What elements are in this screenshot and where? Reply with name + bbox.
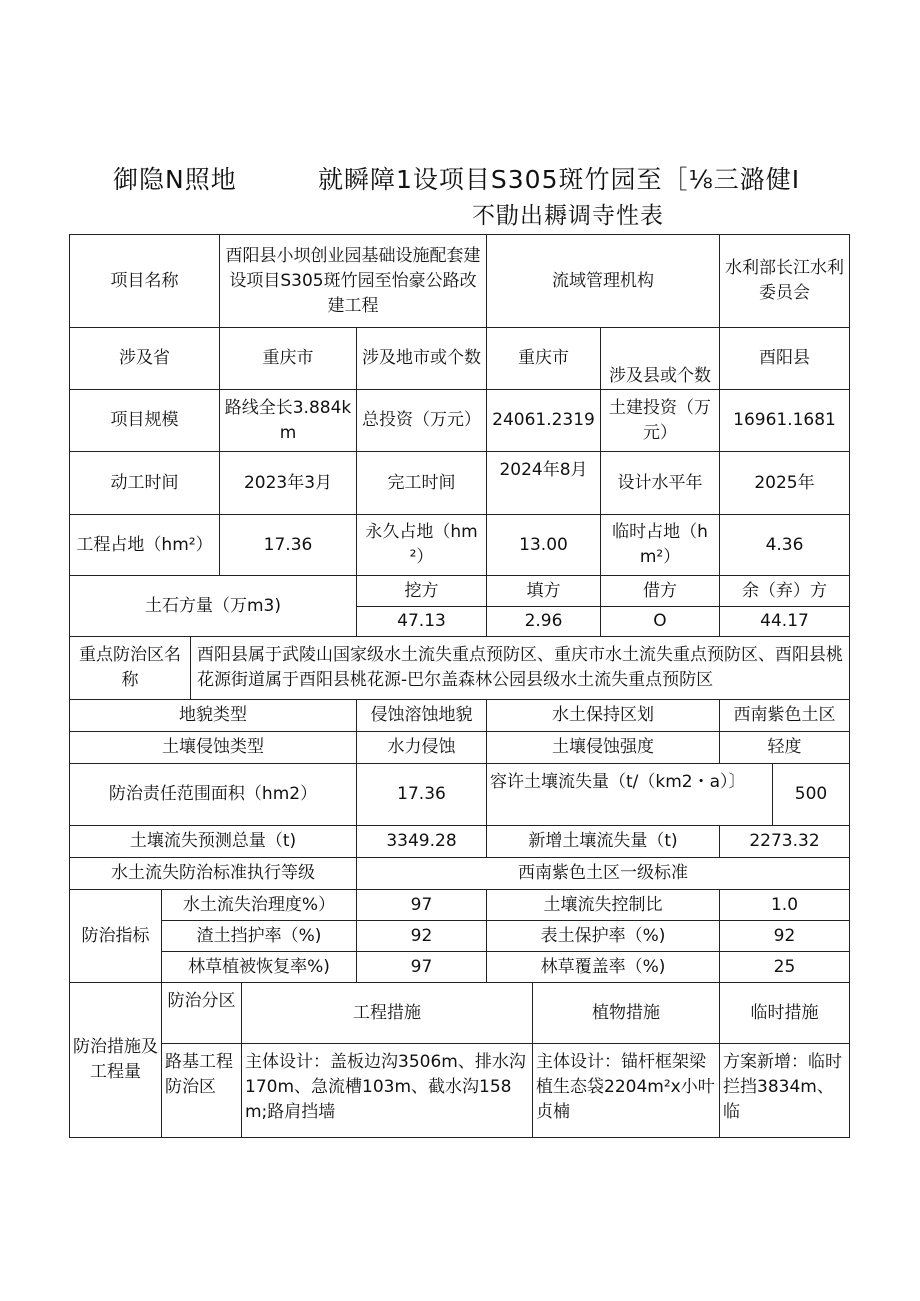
cell-fill-label: 填方: [486, 575, 601, 607]
cell-plant-head: 植物措施: [532, 982, 720, 1044]
cell-new-loss: 2273.32: [719, 825, 850, 858]
cell-design-year: 2025年: [719, 451, 850, 515]
cell-land-label: 工程占地（hm²）: [69, 514, 220, 576]
cell-erosion-type: 水力侵蚀: [356, 731, 487, 764]
cell-temporary-head: 临时措施: [719, 982, 850, 1044]
cell-project-name: 酉阳县小坝创业园基础设施配套建设项目S305斑竹园至怡豪公路改建工程: [219, 234, 487, 328]
cell-temporary: 方案新增：临时拦挡3834m、临: [719, 1043, 850, 1138]
cell-ind-6-value: 25: [719, 951, 850, 983]
cell-ind-2-value: 1.0: [719, 889, 850, 921]
cell-province-label: 涉及省: [69, 327, 220, 390]
cell-engineering: 主体设计：盖板边沟3506m、排水沟170m、急流槽103m、截水沟158m;路肩挡墙: [241, 1043, 533, 1138]
cell-city-label: 涉及地市或个数: [356, 327, 487, 390]
cell-end-label: 完工时间: [356, 451, 487, 515]
cell-project-name-label: 项目名称: [69, 234, 220, 328]
cell-landform: 侵蚀溶蚀地貌: [356, 699, 487, 732]
cell-ind-1-value: 97: [356, 889, 487, 921]
cell-ind-3-value: 92: [356, 920, 487, 952]
cell-ind-6-label: 林草覆盖率（%): [486, 951, 720, 983]
cell-basin: 水利部长江水利委员会: [719, 234, 850, 328]
cell-permanent-land-label: 永久占地（hm²）: [356, 514, 487, 576]
cell-allowable-loss-label: 容许土壤流失量（t/（km2・a）〕: [486, 763, 773, 826]
cell-key-area: 酉阳县属于武陵山国家级水土流失重点预防区、重庆市水土流失重点预防区、酉阳县桃花源街道属于酉阳县桃花源-巴尔盖森林公园县级水土流失重点预防区: [190, 636, 850, 700]
cell-predicted-loss: 3349.28: [356, 825, 487, 858]
cell-county: 酉阳县: [719, 327, 850, 390]
cell-cut-label: 挖方: [356, 575, 487, 607]
title-left: 御隐N照地: [113, 165, 237, 194]
cell-responsibility-area-label: 防治责任范围面积（hm2）: [69, 763, 357, 826]
cell-allowable-loss: 500: [772, 763, 850, 826]
cell-spoil: 44.17: [719, 606, 850, 637]
cell-temp-land: 4.36: [719, 514, 850, 576]
cell-investment-label: 总投资（万元）: [356, 389, 487, 452]
cell-permanent-land: 13.00: [486, 514, 601, 576]
cell-borrow-label: 借方: [600, 575, 720, 607]
info-table: [70, 235, 850, 1139]
cell-start-label: 动工时间: [69, 451, 220, 515]
title-right: 就瞬障1设项目S305斑竹园至［⅛三潞健I: [318, 165, 801, 194]
cell-standard: 西南紫色土区一级标准: [356, 857, 850, 890]
cell-fill: 2.96: [486, 606, 601, 637]
cell-basin-label: 流域管理机构: [486, 234, 720, 328]
cell-zoning: 西南紫色土区: [719, 699, 850, 732]
cell-ind-5-label: 林草植被恢复率%): [161, 951, 357, 983]
cell-measures-label: 防治措施及工程量: [69, 982, 162, 1138]
cell-zoning-label: 水土保持区划: [486, 699, 720, 732]
cell-cut: 47.13: [356, 606, 487, 637]
cell-responsibility-area: 17.36: [356, 763, 487, 826]
cell-spoil-label: 余（弃）方: [719, 575, 850, 607]
cell-predicted-loss-label: 土壤流失预测总量（t): [69, 825, 357, 858]
cell-start: 2023年3月: [219, 451, 357, 515]
cell-design-year-label: 设计水平年: [600, 451, 720, 515]
cell-erosion-type-label: 土壤侵蚀类型: [69, 731, 357, 764]
cell-ind-1-label: 水土流失治理度%）: [161, 889, 357, 921]
cell-ind-4-value: 92: [719, 920, 850, 952]
cell-erosion-intensity: 轻度: [719, 731, 850, 764]
cell-province: 重庆市: [219, 327, 357, 390]
cell-landform-label: 地貌类型: [69, 699, 357, 732]
cell-earthwork-label: 土石方量（万m3): [69, 575, 357, 637]
cell-end: 2024年8月: [486, 451, 601, 515]
cell-investment: 24061.2319: [486, 389, 601, 452]
cell-zone-head: 防治分区: [161, 982, 242, 1044]
cell-ind-2-label: 土壤流失控制比: [486, 889, 720, 921]
cell-indicators-label: 防治指标: [69, 889, 162, 983]
cell-scale: 路线全长3.884km: [219, 389, 357, 452]
cell-civil-investment-label: 土建投资（万元）: [600, 389, 720, 452]
title-line2: 不勖出耨调寺性表: [472, 203, 664, 229]
cell-zone: 路基工程防治区: [161, 1043, 242, 1138]
cell-civil-investment: 16961.1681: [719, 389, 850, 452]
cell-standard-label: 水土流失防治标准执行等级: [69, 857, 357, 890]
cell-ind-3-label: 渣土挡护率（%): [161, 920, 357, 952]
cell-borrow: O: [600, 606, 720, 637]
cell-temp-land-label: 临时占地（hm²）: [600, 514, 720, 576]
cell-erosion-intensity-label: 土壤侵蚀强度: [486, 731, 720, 764]
cell-county-label: 涉及县或个数: [600, 327, 720, 390]
cell-key-area-label: 重点防治区名称: [69, 636, 191, 700]
cell-engineering-head: 工程措施: [241, 982, 533, 1044]
cell-new-loss-label: 新增土壤流失量（t): [486, 825, 720, 858]
cell-city: 重庆市: [486, 327, 601, 390]
cell-land: 17.36: [219, 514, 357, 576]
cell-scale-label: 项目规模: [69, 389, 220, 452]
cell-ind-5-value: 97: [356, 951, 487, 983]
cell-plant: 主体设计：锚杆框架梁植生态袋2204m²x小叶贞楠: [532, 1043, 720, 1138]
cell-ind-4-label: 表土保护率（%): [486, 920, 720, 952]
